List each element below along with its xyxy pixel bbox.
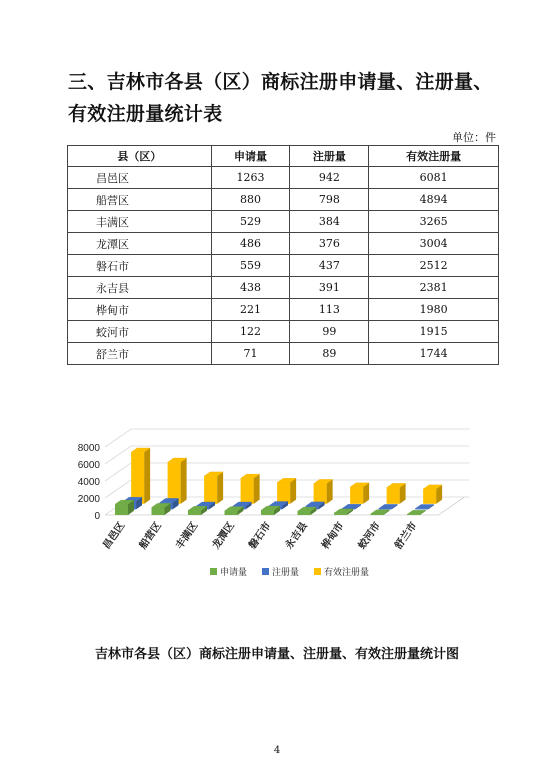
table-row	[68, 277, 499, 299]
table-row	[68, 233, 499, 255]
cell-registrations: 89	[290, 343, 369, 365]
cell-registrations: 437	[290, 255, 369, 277]
cell-registrations: 942	[290, 167, 369, 189]
bar-valid-side	[181, 458, 187, 504]
bar-applications	[334, 513, 347, 515]
bar-valid	[241, 478, 254, 504]
bar-valid	[277, 482, 290, 503]
bar-applications-top	[407, 510, 426, 514]
cell-applications: 221	[211, 299, 290, 321]
cell-valid-registrations: 6081	[369, 167, 499, 189]
cell-district: 船营区	[68, 189, 212, 211]
cell-registrations: 391	[290, 277, 369, 299]
bar-valid-side	[290, 478, 296, 504]
legend-swatch	[210, 568, 217, 575]
cell-valid-registrations: 1915	[369, 321, 499, 343]
cell-applications: 529	[211, 211, 290, 233]
x-category-label: 船营区	[137, 520, 164, 552]
cell-valid-registrations: 1980	[369, 299, 499, 321]
stats-table	[67, 145, 499, 365]
cell-registrations: 99	[290, 321, 369, 343]
bar-valid	[423, 489, 436, 504]
table-row	[68, 189, 499, 211]
cell-district: 舒兰市	[68, 343, 212, 365]
unit-label: 单位：件	[452, 131, 496, 144]
x-category-label: 龙潭区	[210, 520, 237, 552]
cell-district: 永吉县	[68, 277, 212, 299]
y-tick-label: 6000	[77, 460, 100, 471]
cell-valid-registrations: 3265	[369, 211, 499, 233]
header-applications: 申请量	[211, 146, 290, 167]
bar-registrations-top	[342, 504, 361, 508]
cell-valid-registrations: 2512	[369, 255, 499, 277]
table-row	[68, 299, 499, 321]
bar-registrations-top	[415, 504, 434, 508]
bar-valid	[204, 476, 217, 504]
cell-district: 蛟河市	[68, 321, 212, 343]
bar-valid	[387, 488, 400, 504]
cell-registrations: 798	[290, 189, 369, 211]
cell-valid-registrations: 2381	[369, 277, 499, 299]
bar-registrations-top	[379, 504, 398, 508]
table-row	[68, 255, 499, 277]
gridline	[105, 429, 470, 447]
bar-applications	[407, 514, 420, 515]
legend-swatch	[262, 568, 269, 575]
x-category-label: 丰满区	[174, 520, 201, 552]
cell-district: 龙潭区	[68, 233, 212, 255]
cell-district: 昌邑区	[68, 167, 212, 189]
bar-applications	[152, 508, 165, 515]
cell-valid-registrations: 3004	[369, 233, 499, 255]
y-tick-label: 2000	[77, 494, 100, 505]
cell-applications: 122	[211, 321, 290, 343]
x-category-label: 永吉县	[283, 520, 310, 552]
cell-registrations: 384	[290, 211, 369, 233]
bar-applications	[371, 514, 384, 515]
table-row	[68, 343, 499, 365]
x-category-label: 舒兰市	[393, 520, 420, 552]
table-header-row	[68, 146, 499, 167]
bar-registrations	[415, 509, 428, 510]
bar-valid-side	[217, 472, 223, 504]
x-category-label: 蛟河市	[356, 520, 383, 552]
bar-valid-side	[144, 448, 150, 504]
cell-applications: 559	[211, 255, 290, 277]
page-number: 4	[273, 745, 281, 756]
cell-applications: 486	[211, 233, 290, 255]
cell-applications: 438	[211, 277, 290, 299]
y-tick-label: 0	[94, 511, 100, 522]
chart-caption: 吉林市各县（区）商标注册申请量、注册量、有效注册量统计图	[94, 647, 459, 662]
bar-applications	[261, 510, 274, 515]
y-tick-label: 4000	[77, 477, 100, 488]
header-district: 县（区）	[68, 146, 212, 167]
x-category-label: 昌邑区	[101, 520, 128, 552]
y-tick-label: 8000	[77, 443, 100, 454]
cell-valid-registrations: 1744	[369, 343, 499, 365]
table-row	[68, 321, 499, 343]
gridline	[105, 446, 470, 464]
header-valid-registrations: 有效注册量	[369, 146, 499, 167]
x-category-label: 磐石市	[247, 520, 274, 552]
cell-registrations: 113	[290, 299, 369, 321]
cell-district: 丰满区	[68, 211, 212, 233]
x-category-label: 桦甸市	[320, 520, 347, 552]
header-registrations: 注册量	[290, 146, 369, 167]
cell-applications: 71	[211, 343, 290, 365]
bar-valid	[168, 462, 181, 504]
bar-chart-3d	[60, 405, 500, 585]
legend-label: 有效注册量	[324, 568, 370, 578]
cell-district: 桦甸市	[68, 299, 212, 321]
legend-label: 申请量	[220, 568, 248, 578]
page-title: 三、吉林市各县（区）商标注册申请量、注册量、有效注册量统计表	[68, 71, 493, 125]
bar-applications	[115, 504, 128, 515]
bar-registrations	[379, 509, 392, 510]
bar-applications	[225, 511, 238, 515]
bar-valid	[314, 484, 327, 504]
cell-district: 磐石市	[68, 255, 212, 277]
cell-registrations: 376	[290, 233, 369, 255]
bar-applications	[298, 511, 311, 515]
cell-applications: 1263	[211, 167, 290, 189]
table-row	[68, 167, 499, 189]
bar-valid	[350, 487, 363, 504]
legend-label: 注册量	[272, 568, 300, 578]
bar-applications-top	[371, 510, 390, 514]
bar-applications	[188, 511, 201, 515]
cell-applications: 880	[211, 189, 290, 211]
legend-swatch	[314, 568, 321, 575]
bar-valid-side	[254, 474, 260, 504]
table-row	[68, 211, 499, 233]
bar-valid	[131, 452, 144, 504]
cell-valid-registrations: 4894	[369, 189, 499, 211]
